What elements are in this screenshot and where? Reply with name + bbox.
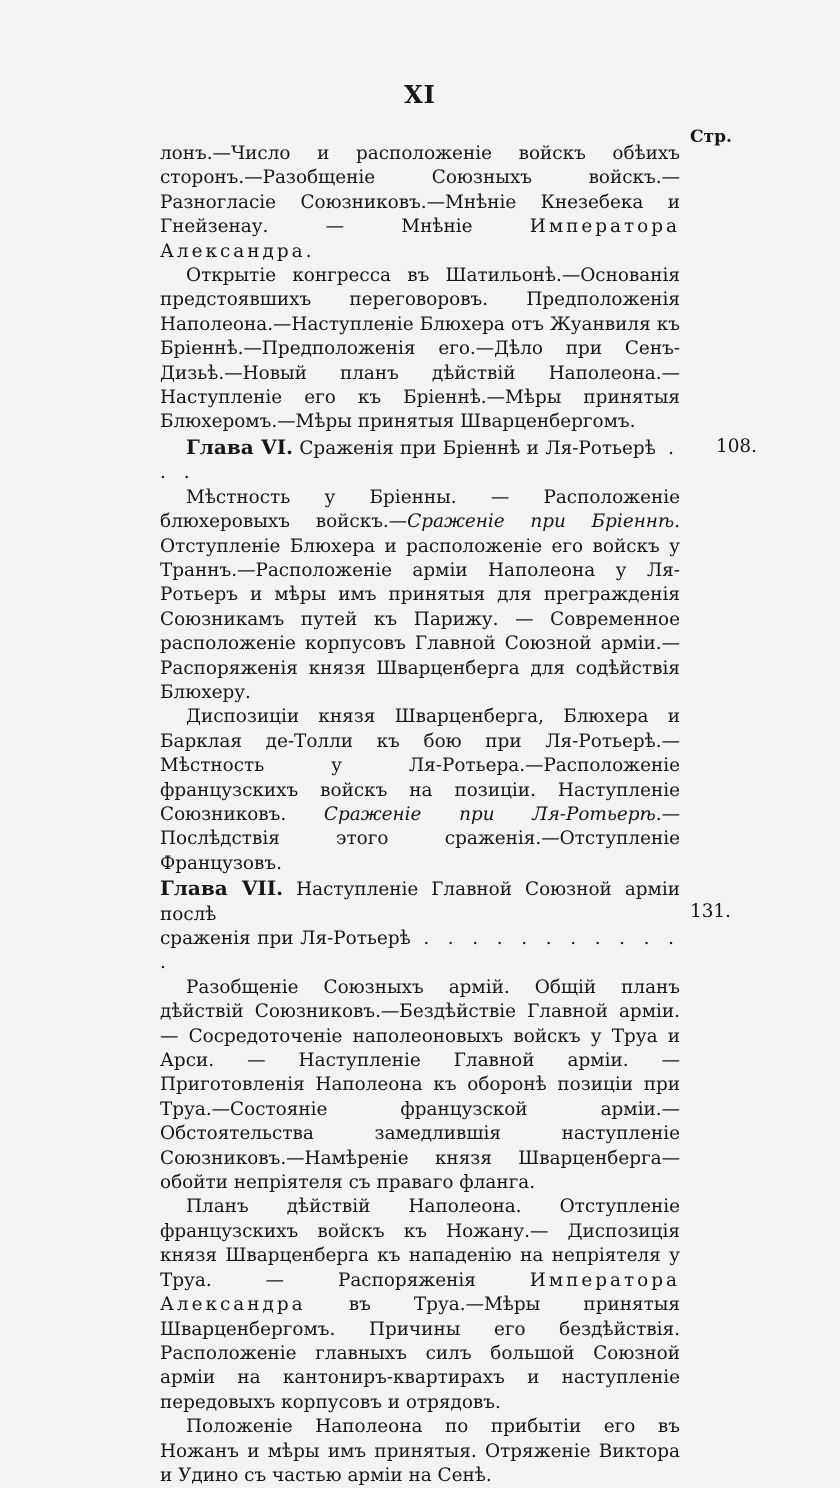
paragraph-4-text-a: Диспозиціи князя Шварценберга, Блюхера и Барклая де-Толли къ бою при Ля-Ротьерѣ.—Мѣстность у Ля-Ротьера.—Расположеніе французскихъ войскъ на позиціи. Наступленіе Союзниковъ.	[160, 706, 680, 825]
page-folio: XI	[404, 80, 436, 109]
paragraph-3	[160, 486, 680, 706]
page-column-label: Стр.	[690, 127, 732, 147]
paragraph-4	[160, 705, 680, 876]
chapter-7-title-line-1: Наступленіе Главной Союзной арміи послѣ	[160, 879, 680, 925]
chapter-6-page-number: 108.	[716, 435, 757, 457]
paragraph-5: Разобщеніе Союзныхъ армій. Общій планъ дѣйствій Союзниковъ.—Бездѣйствіе Главной арміи. — Сосредоточеніе наполеоновыхъ войскъ у Труа и Арси. — Наступленіе Главной арміи. — Приготовленія Наполеона къ оборонѣ позиціи при Труа.—Состояніе французской арміи.—Обстоятельства замедлившія наступленіе Союзниковъ.—Намѣреніе князя Шварценберга—обойти непріятеля съ праваго фланга.	[160, 976, 680, 1194]
paragraph-1-text: лонъ.—Число и расположеніе войскъ обѣихъ сторонъ.—Разобщеніе Союзныхъ войскъ.—Разногласіе Союзниковъ.—Мнѣніе Кнезебека и Гнейзенау. — Мнѣніе	[160, 143, 680, 238]
emperor-name-2: Императора Александра	[160, 1269, 680, 1316]
paragraph-3-text-a: Мѣстность у Бріенны. — Расположеніе блюхеровыхъ войскъ.—	[160, 486, 680, 533]
chapter-6-leader: . . .	[160, 437, 680, 484]
paragraph-3-text-b: Отступленіе Блюхера и расположеніе его войскъ у Траннъ.—Расположеніе арміи Наполеона у Ля-Ротьеръ и мѣры имъ принятыя для прегражденія Союзникамъ путей къ Парижу. — Современное расположеніе корпусовъ Главной Союзной арміи.—Распоряженія князя Шварценберга для содѣйствія Блюхеру.	[160, 535, 680, 703]
chapter-7-page-number: 131.	[690, 901, 731, 923]
paragraph-6-text-b: въ Труа.—Мѣры принятыя Шварценбергомъ. Причины его бездѣйствія. Расположеніе главныхъ силъ большой Союзной арміи на кантониръ-квартирахъ и наступленіе передовыхъ корпусовъ и отрядовъ.	[160, 1294, 680, 1413]
chapter-6-entry[interactable]	[160, 434, 757, 486]
chapter-7-heading: Глава VII.	[160, 876, 284, 901]
paragraph-6-text-a: Планъ дѣйствій Наполеона. Отступленіе французскихъ войскъ къ Ножану.— Диспозиція князя Шварценберга къ нападенію на непріятеля у Труа. — Распоряженія	[160, 1196, 680, 1291]
paragraph-7: Положеніе Наполеона по прибытіи его въ Ножанъ и мѣры имъ принятыя. Отряженіе Виктора и Удино съ частью арміи на Сенѣ.	[160, 1416, 680, 1486]
paragraph-6	[160, 1195, 680, 1415]
chapter-7-leader: . . . . . . . . . . . .	[160, 928, 680, 974]
paragraph-4-text-b: —Послѣдствія этого сраженія.—Отступленіе Французовъ.	[160, 803, 681, 874]
chapter-6-heading: Глава VI.	[186, 434, 294, 459]
battle-la-rothiere: Сраженіе при Ля-Ротьерѣ.	[323, 803, 662, 825]
battle-brienne: Сраженіе при Бріеннѣ.	[407, 511, 680, 533]
emperor-name: Императора Александра.	[160, 216, 680, 262]
chapter-6-title: Сраженія при Бріеннѣ и Ля-Ротьерѣ	[293, 437, 656, 459]
paragraph-2: Открытіе конгресса въ Шатильонѣ.—Основанія предстоявшихъ переговоровъ. Предположенія Наполеона.—Наступленіе Блюхера отъ Жуанвиля къ Бріеннѣ.—Предположенія его.—Дѣло при Сенъ-Дизьѣ.—Новый планъ дѣйствій Наполеона.—Наступленіе его къ Бріеннѣ.—Мѣры принятыя Блюхеромъ.—Мѣры принятыя Шварценбергомъ.	[160, 265, 680, 433]
contents-text	[160, 142, 757, 1488]
chapter-7-title-line-2: сраженія при Ля-Ротьерѣ	[160, 928, 411, 949]
chapter-7-entry[interactable]	[160, 876, 731, 976]
paragraph-1	[160, 142, 680, 264]
